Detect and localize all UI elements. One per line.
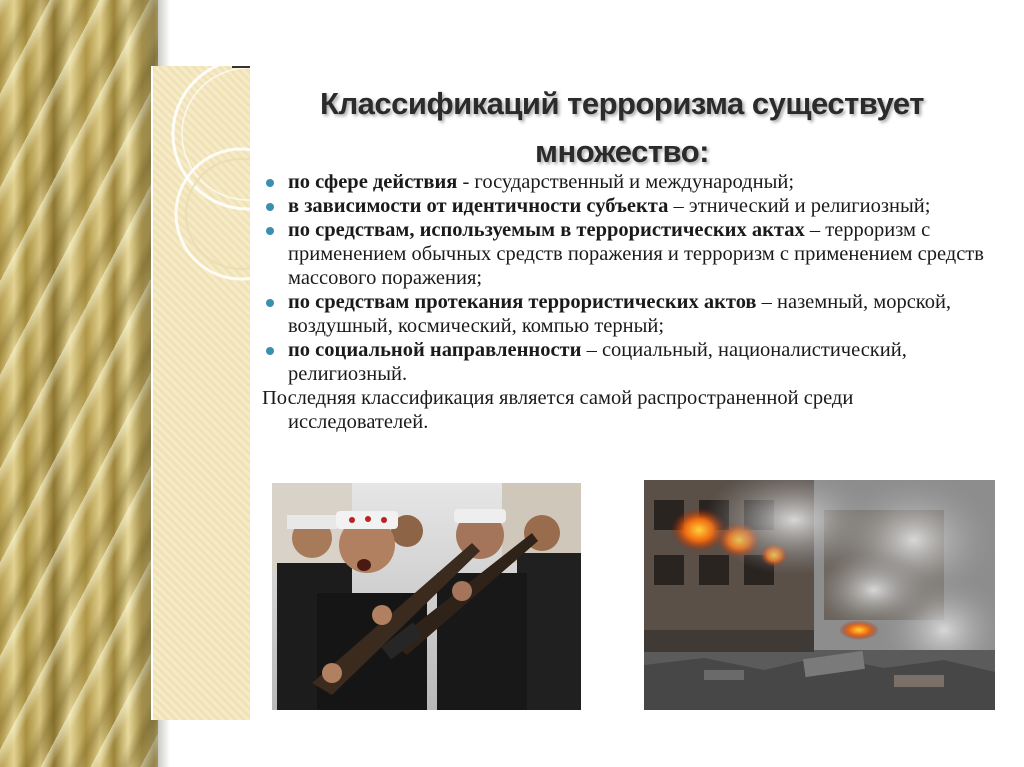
list-item-term: по средствам, используемым в террористических актах — [288, 219, 805, 241]
list-item-desc: – социальный, националистический, религиозный. — [288, 339, 907, 385]
panel-top-line — [232, 66, 250, 68]
bullet-icon — [266, 179, 274, 187]
list-item — [262, 194, 1012, 218]
slide-title — [262, 80, 982, 176]
bullet-icon — [266, 227, 274, 235]
list-item-desc: – терроризм с применением обычных средств поражения и терроризм с применением средств массового поражения; — [288, 219, 984, 289]
title-line-2: множество: — [535, 134, 709, 169]
list-item-desc: – этнический и религиозный; — [668, 195, 931, 217]
closing-note-line-1: Последняя классификация является самой распространенной среди — [262, 387, 854, 409]
list-item — [262, 170, 1012, 194]
list-item — [262, 290, 1012, 338]
bullet-icon — [266, 347, 274, 355]
list-item-desc: - государственный и международный; — [457, 171, 795, 193]
decorative-panel — [151, 66, 250, 720]
explosion-photo — [644, 480, 995, 710]
closing-note — [262, 386, 1012, 434]
militants-photo — [272, 483, 581, 710]
closing-note-line-2: исследователей. — [288, 411, 429, 433]
list-item — [262, 338, 1012, 386]
slide-content — [262, 170, 1012, 434]
list-item-term: по средствам протекания террористических актов — [288, 291, 757, 313]
list-item-desc: – наземный, морской, воздушный, космический, компью терный; — [288, 291, 952, 337]
title-line-1: Классификаций терроризма существует — [320, 86, 924, 121]
classification-list — [262, 170, 1012, 386]
list-item-term: по социальной направленности — [288, 339, 582, 361]
bullet-icon — [266, 299, 274, 307]
list-item-term: в зависимости от идентичности субъекта — [288, 195, 669, 217]
list-item — [262, 218, 1012, 290]
bullet-icon — [266, 203, 274, 211]
list-item-term: по сфере действия — [288, 171, 458, 193]
